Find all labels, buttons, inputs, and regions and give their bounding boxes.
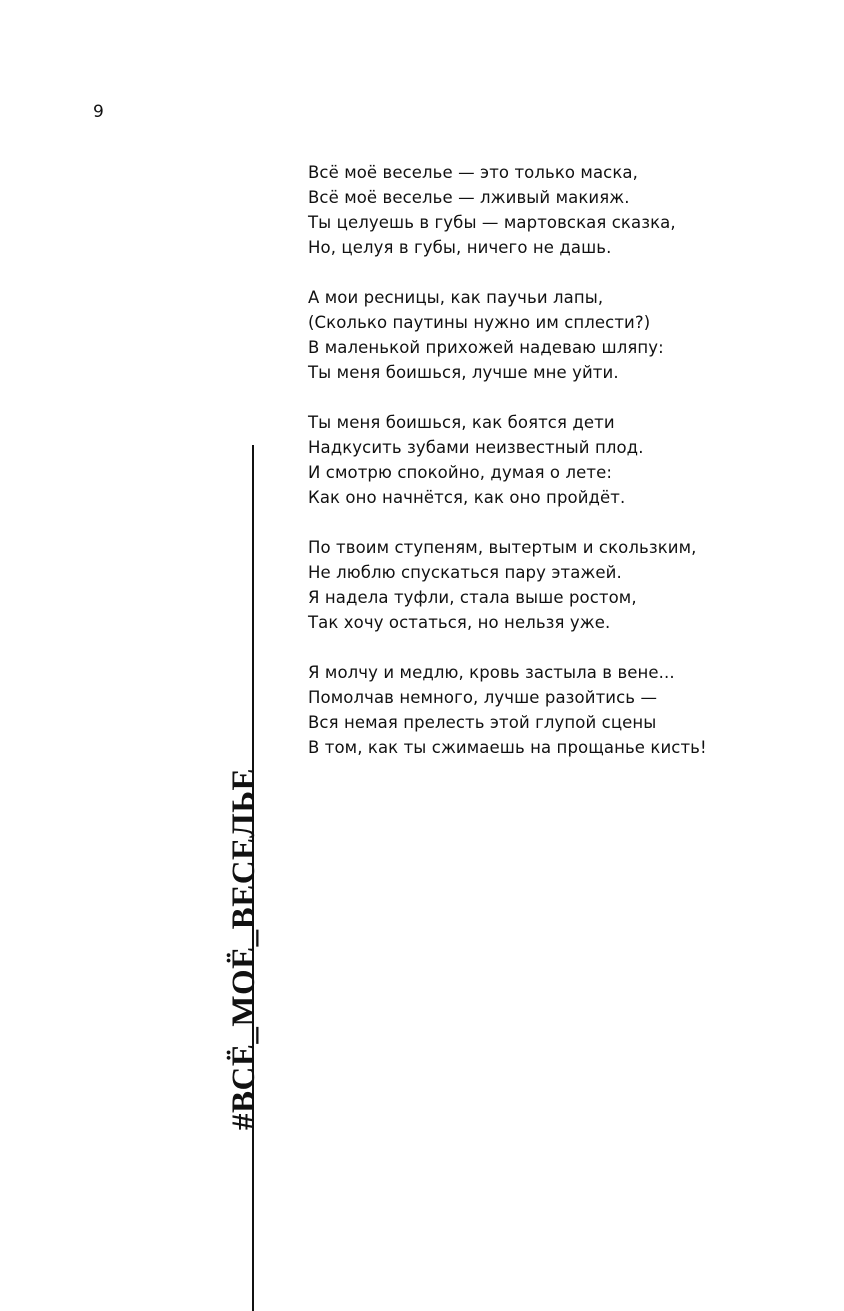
poem-line: Всё моё веселье — это только маска,: [308, 163, 638, 182]
poem-line: Ты меня боишься, как боятся дети: [308, 413, 615, 432]
poem-line: Всё моё веселье — лживый макияж.: [308, 188, 630, 207]
poem: [308, 160, 828, 785]
poem-line: Я надела туфли, стала выше ростом,: [308, 588, 637, 607]
poem-line: Надкусить зубами неизвестный плод.: [308, 438, 644, 457]
poem-line: Помолчав немного, лучше разойтись —: [308, 688, 658, 707]
poem-line: Я молчу и медлю, кровь застыла в вене...: [308, 663, 675, 682]
poem-line: Но, целуя в губы, ничего не дашь.: [308, 238, 612, 257]
stanza-2: [308, 285, 828, 385]
stanza-5: [308, 660, 828, 760]
stanza-4: [308, 535, 828, 635]
poem-line: А мои ресницы, как паучьи лапы,: [308, 288, 604, 307]
poem-line: Вся немая прелесть этой глупой сцены: [308, 713, 657, 732]
poem-line: В том, как ты сжимаешь на прощанье кисть!: [308, 738, 707, 757]
poem-line: По твоим ступеням, вытертым и скользким,: [308, 538, 697, 557]
poem-line: Ты меня боишься, лучше мне уйти.: [308, 363, 619, 382]
poem-line: Ты целуешь в губы — мартовская сказка,: [308, 213, 676, 232]
poem-line: Не люблю спускаться пару этажей.: [308, 563, 622, 582]
poem-line: В маленькой прихожей надеваю шляпу:: [308, 338, 664, 357]
stanza-3: [308, 410, 828, 510]
side-title: #ВСЁ_МОЁ_ВЕСЕЛЬЕ: [226, 767, 262, 1130]
poem-line: (Сколько паутины нужно им сплести?): [308, 313, 651, 332]
poem-line: Так хочу остаться, но нельзя уже.: [308, 613, 611, 632]
poem-line: Как оно начнётся, как оно пройдёт.: [308, 488, 626, 507]
poem-line: И смотрю спокойно, думая о лете:: [308, 463, 612, 482]
page-number: 9: [93, 102, 104, 122]
stanza-1: [308, 160, 828, 260]
